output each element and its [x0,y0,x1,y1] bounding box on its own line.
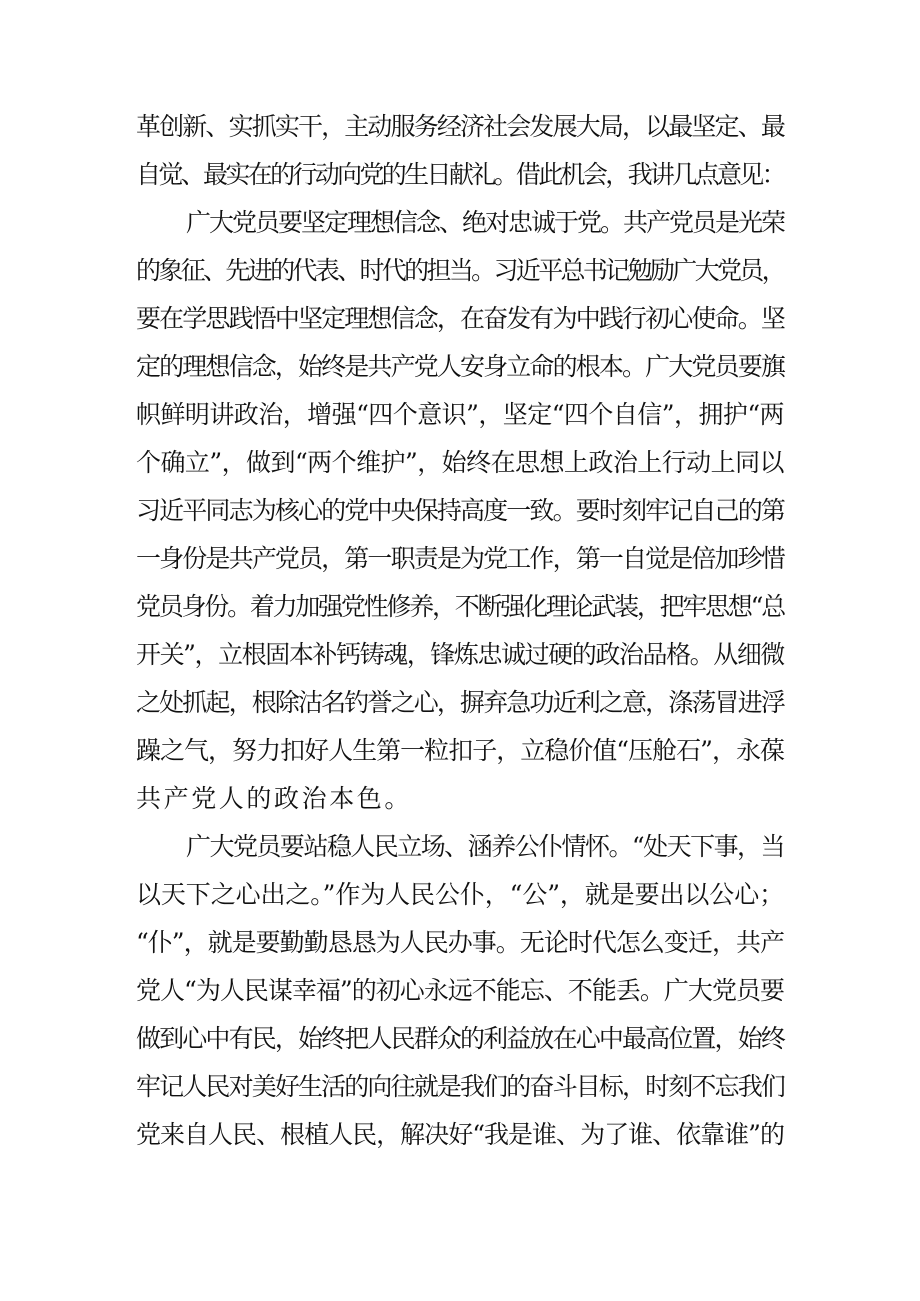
text-line: 党来自人民、根植人民，解决好“我是谁、为了谁、依靠谁”的 [136,1120,784,1149]
text-line: 党员身份。着力加强党性修养，不断强化理论武装，把牢思想“总 [136,592,784,621]
text-line: 习近平同志为核心的党中央保持高度一致。要时刻牢记自己的第 [136,496,784,525]
text-line: 开关”，立根固本补钙铸魂，锋炼忠诚过硬的政治品格。从细微 [136,640,784,669]
text-line: 牢记人民对美好生活的向往就是我们的奋斗目标，时刻不忘我们 [136,1072,784,1101]
text-line: 以天下之心出之。”作为人民公仆，“公”，就是要出以公心； [136,880,784,909]
text-line: 自觉、最实在的行动向党的生日献礼。借此机会，我讲几点意见： [136,160,784,189]
paragraph-start-line: 广大党员要坚定理想信念、绝对忠诚于党。共产党员是光荣 [186,208,784,237]
text-line: 党人“为人民谋幸福”的初心永远不能忘、不能丢。广大党员要 [136,976,784,1005]
text-line: 个确立”，做到“两个维护”，始终在思想上政治上行动上同以 [136,448,784,477]
text-line: 共产党人的政治本色。 [136,784,413,813]
text-line: 定的理想信念，始终是共产党人安身立命的根本。广大党员要旗 [136,352,784,381]
paragraph-start-line: 广大党员要站稳人民立场、涵养公仆情怀。“处天下事，当 [186,832,784,861]
text-line: “仆”，就是要勤勤恳恳为人民办事。无论时代怎么变迁，共产 [136,928,784,957]
text-line: 做到心中有民，始终把人民群众的利益放在心中最高位置，始终 [136,1024,784,1053]
text-line: 的象征、先进的代表、时代的担当。习近平总书记勉励广大党员， [136,256,784,285]
text-line: 要在学思践悟中坚定理想信念，在奋发有为中践行初心使命。坚 [136,304,784,333]
text-line: 一身份是共产党员，第一职责是为党工作，第一自觉是倍加珍惜 [136,544,784,573]
text-line: 躁之气，努力扣好人生第一粒扣子，立稳价值“压舱石”，永葆 [136,736,784,765]
text-line: 革创新、实抓实干，主动服务经济社会发展大局，以最坚定、最 [136,112,784,141]
text-line: 帜鲜明讲政治，增强“四个意识”，坚定“四个自信”，拥护“两 [136,400,785,429]
text-line: 之处抓起，根除沽名钓誉之心，摒弃急功近利之意，涤荡冒进浮 [136,688,784,717]
